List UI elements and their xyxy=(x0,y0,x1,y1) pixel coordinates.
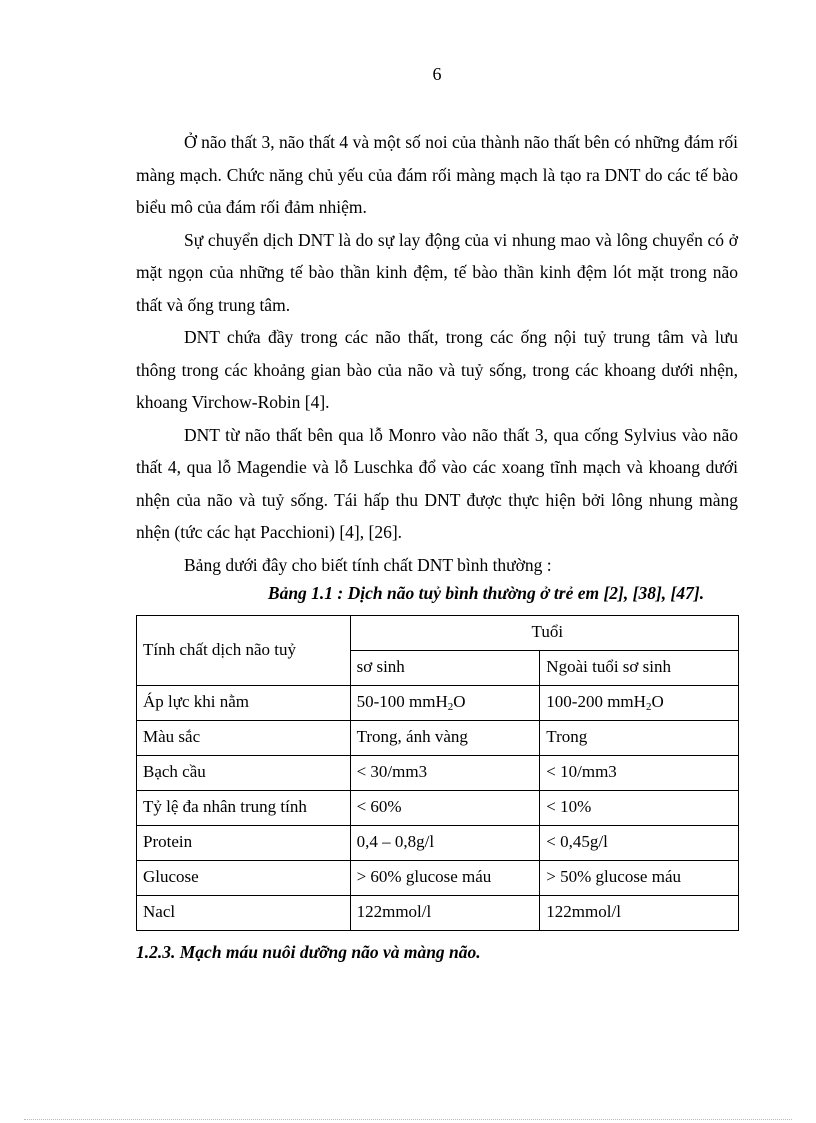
cell-property: Protein xyxy=(137,826,351,861)
table-row xyxy=(137,791,739,826)
cell-property: Tỷ lệ đa nhân trung tính xyxy=(137,791,351,826)
cell-property: Áp lực khi nằm xyxy=(137,686,351,721)
header-newborn: sơ sinh xyxy=(350,651,540,686)
cell-older: 122mmol/l xyxy=(540,896,739,931)
paragraph: Sự chuyển dịch DNT là do sự lay động của vi nhung mao và lông chuyển có ở mặt ngọn của những tế bào thần kinh đệm, tế bào thần kinh đệm lót mặt trong não thất và ống trung tâm. xyxy=(136,229,738,315)
table-row xyxy=(137,686,739,721)
cell-property: Nacl xyxy=(137,896,351,931)
page-number: 6 xyxy=(432,64,442,84)
cell-older: < 10/mm3 xyxy=(540,756,739,791)
paragraph: Bảng dưới đây cho biết tính chất DNT bình thường : xyxy=(184,554,552,575)
table-row xyxy=(137,756,739,791)
header-property: Tính chất dịch não tuỷ xyxy=(137,616,351,686)
header-age-group: Tuổi xyxy=(350,616,738,651)
cell-property: Glucose xyxy=(137,861,351,896)
section-heading: 1.2.3. Mạch máu nuôi dưỡng não và màng não. xyxy=(136,942,481,962)
cell-older: < 10% xyxy=(540,791,739,826)
cell-newborn: 0,4 – 0,8g/l xyxy=(350,826,540,861)
table-row xyxy=(137,861,739,896)
cell-newborn: < 60% xyxy=(350,791,540,826)
cell-older: < 0,45g/l xyxy=(540,826,739,861)
table-row xyxy=(137,896,739,931)
cell-older: 100-200 mmH$_2$O xyxy=(540,686,739,721)
header-older: Ngoài tuổi sơ sinh xyxy=(540,651,739,686)
table-row xyxy=(137,826,739,861)
cell-newborn: 122mmol/l xyxy=(350,896,540,931)
cell-newborn: > 60% glucose máu xyxy=(350,861,540,896)
cell-older: Trong xyxy=(540,721,739,756)
paragraph: DNT chứa đầy trong các não thất, trong các ống nội tuỷ trung tâm và lưu thông trong các khoảng gian bào của não và tuỷ sống, trong các khoang dưới nhện, khoang Virchow-Robin [4]. xyxy=(136,327,738,412)
body-text xyxy=(136,126,738,581)
cell-newborn: Trong, ánh vàng xyxy=(350,721,540,756)
table-row xyxy=(137,721,739,756)
paragraph: DNT từ não thất bên qua lỗ Monro vào não thất 3, qua cống Sylvius vào não thất 4, qua lỗ Magendie và lỗ Luschka đổ vào các xoang tĩnh mạch và khoang dưới nhện của não và tuỷ sống. Tái hấp thu DNT được thực hiện bởi lông nhung màng nhện (tức các hạt Pacchioni) [4], [26]. xyxy=(136,424,738,542)
paragraph: Ở não thất 3, não thất 4 và một số noi của thành não thất bên có những đám rối màng mạch. Chức năng chủ yếu của đám rối màng mạch là tạo ra DNT do các tế bào biểu mô của đám rối đảm nhiệm. xyxy=(136,132,738,217)
csf-properties-table xyxy=(136,615,739,931)
table-caption: Bảng 1.1 : Dịch não tuỷ bình thường ở trẻ em [2], [38], [47]. xyxy=(267,583,705,603)
cell-property: Màu sắc xyxy=(137,721,351,756)
cell-property: Bạch cầu xyxy=(137,756,351,791)
page-bottom-divider xyxy=(24,1119,792,1120)
table-header-row xyxy=(137,616,739,651)
cell-newborn: 50-100 mmH$_2$O xyxy=(350,686,540,721)
cell-older: > 50% glucose máu xyxy=(540,861,739,896)
cell-newborn: < 30/mm3 xyxy=(350,756,540,791)
